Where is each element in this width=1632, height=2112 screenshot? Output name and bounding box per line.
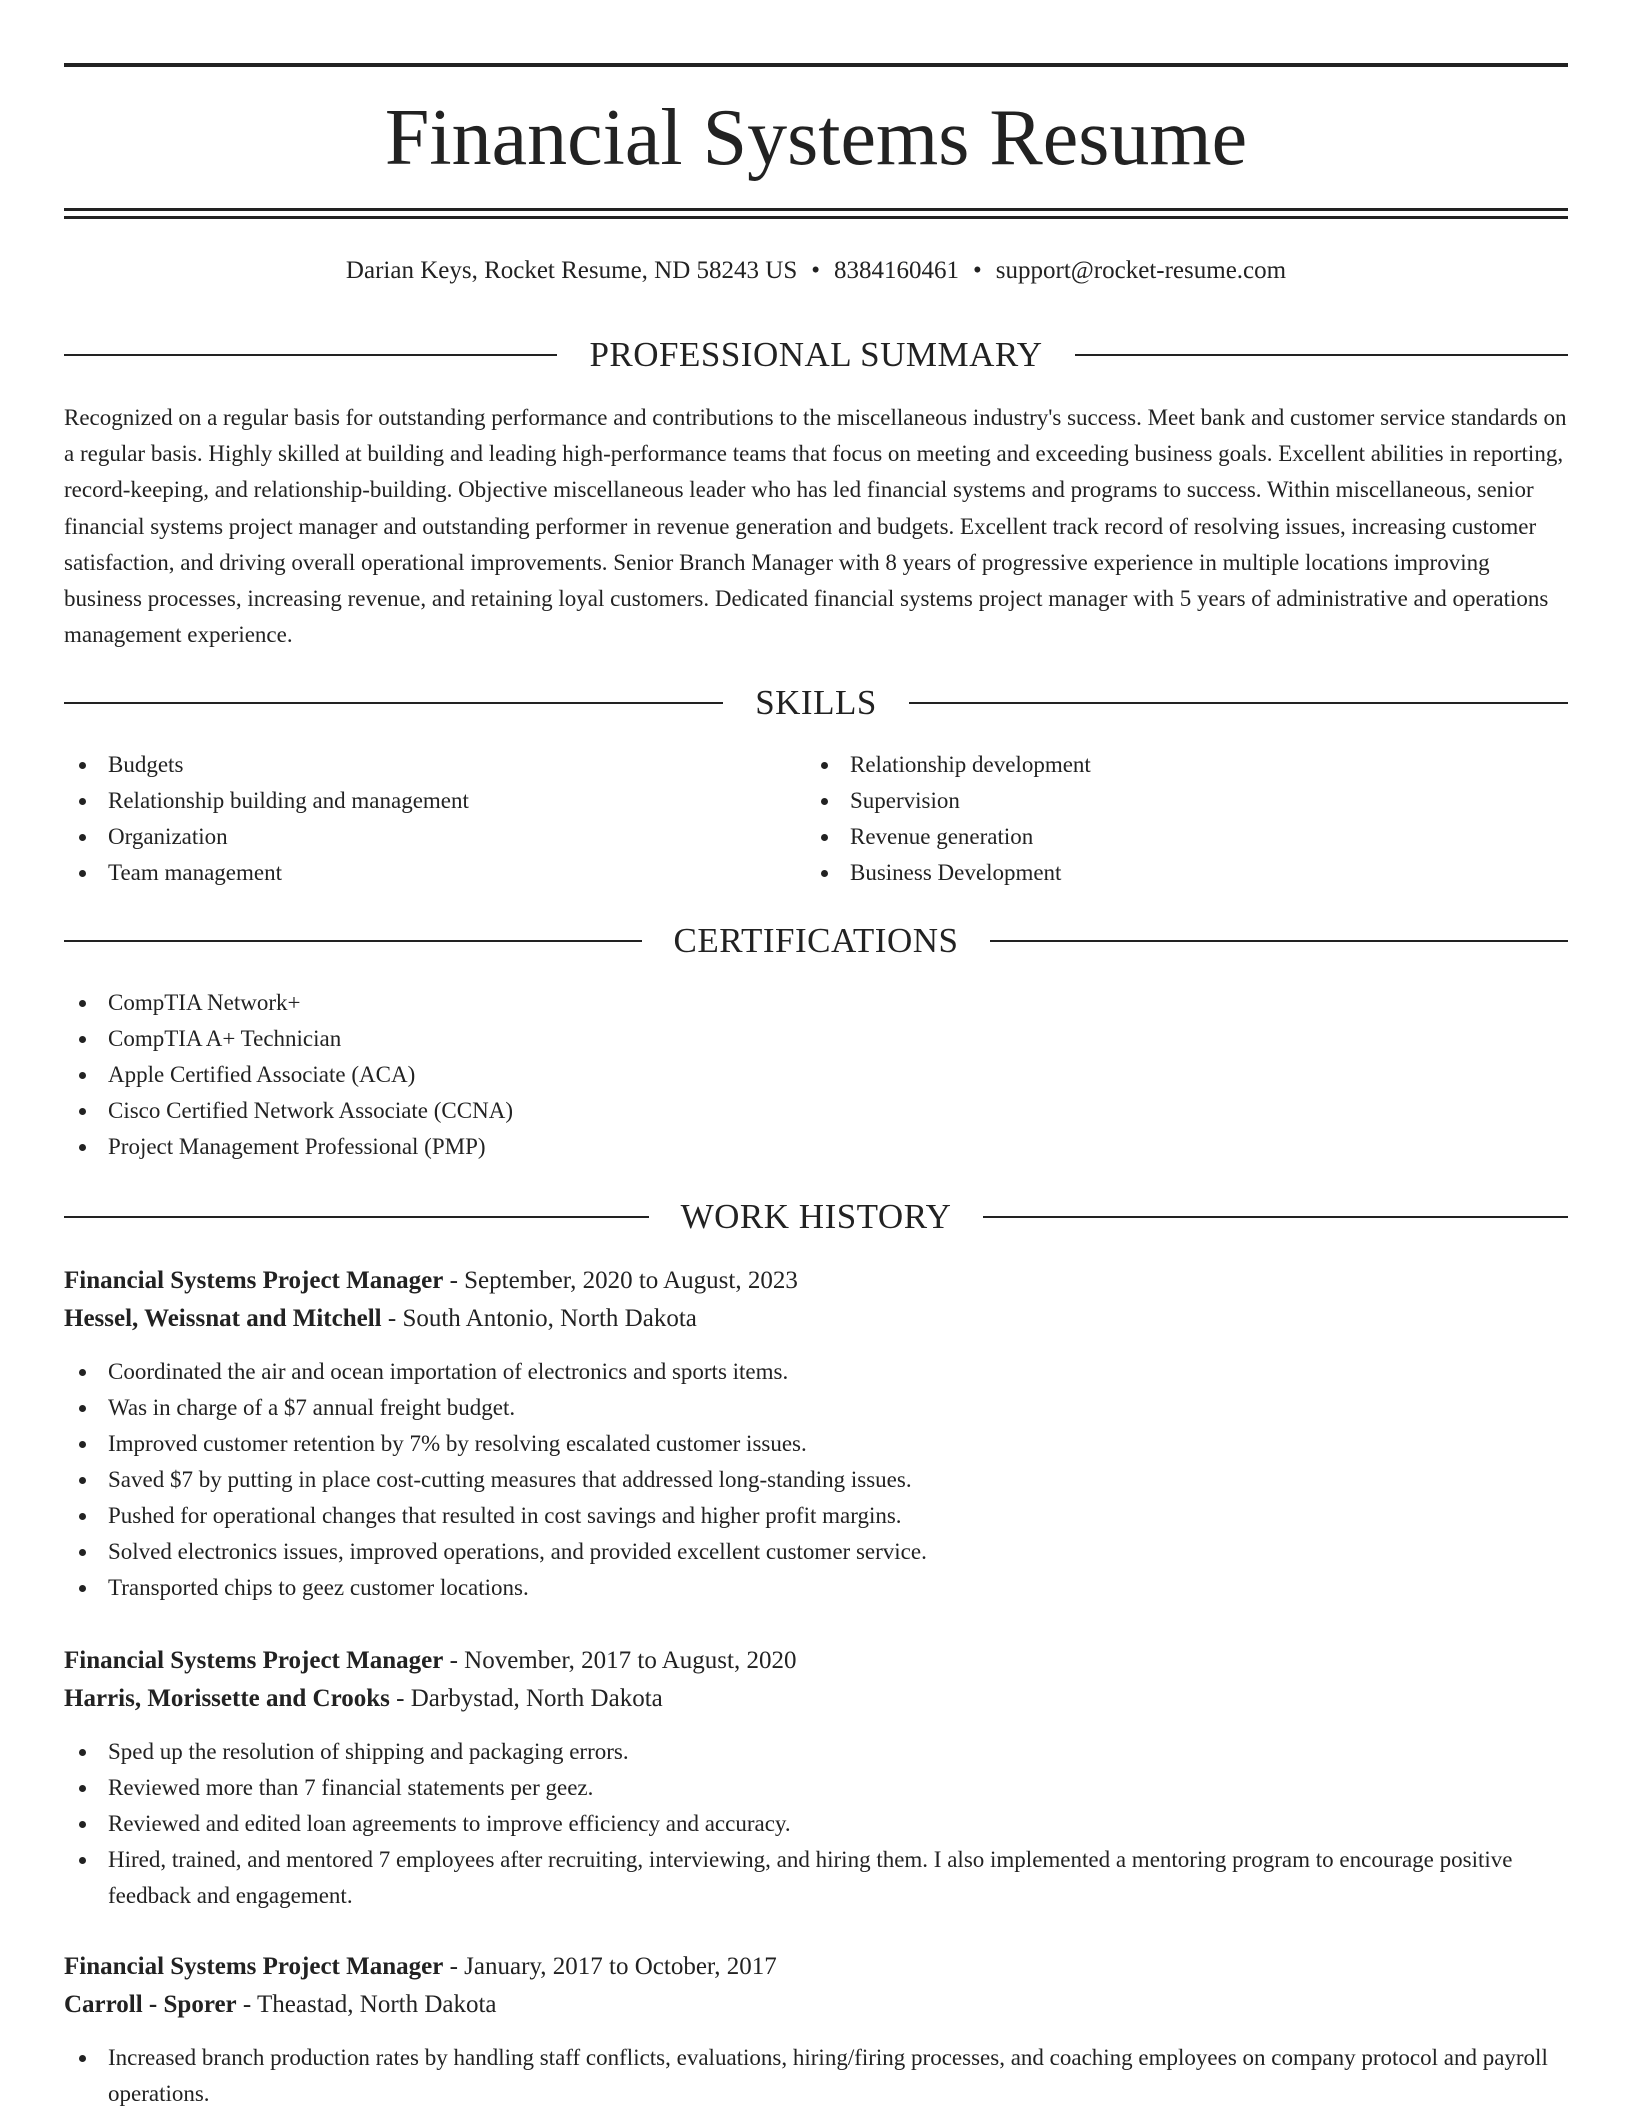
job-bullet: Increased branch production rates by handling staff conflicts, evaluations, hiring/firing processes, and coaching employees on company protocol and payroll operations. — [64, 2040, 1568, 2112]
heading-rule-right — [990, 940, 1568, 942]
job-dash: - — [443, 1953, 465, 1980]
job-location: Theastad, North Dakota — [257, 1991, 497, 2018]
summary-text: Recognized on a regular basis for outstanding performance and contributions to the miscellaneous industry's success. Meet bank and customer service standards on a regular basis. Highly skilled at building and leading high-performance teams that focus on meeting and exceeding business goals. Excellent abilities in reporting, record-keeping, and relationship-building. Objective miscellaneous leader who has led financial systems and programs to success. Within miscellaneous, senior financial systems project manager and outstanding performer in revenue generation and budgets. Excellent track record of resolving issues, increasing customer satisfaction, and driving overall operational improvements. Senior Branch Manager with 8 years of progressive experience in multiple locations improving business processes, increasing revenue, and retaining loyal customers. Dedicated financial systems project manager with 5 years of administrative and operations management experience. — [64, 405, 1567, 648]
job-bullet: Reviewed and edited loan agreements to improve efficiency and accuracy. — [64, 1806, 1568, 1842]
job-bullet: Was in charge of a $7 annual freight budget. — [64, 1390, 1568, 1426]
contact-line — [64, 254, 1568, 288]
job-bullet: Pushed for operational changes that resulted in cost savings and higher profit margins. — [64, 1498, 1568, 1534]
contact-address: Darian Keys, Rocket Resume, ND 58243 US — [345, 257, 798, 284]
certification-item: Apple Certified Associate (ACA) — [64, 1057, 1568, 1093]
job-location: Darbystad, North Dakota — [410, 1685, 663, 1712]
job-location: South Antonio, North Dakota — [402, 1305, 697, 1332]
job-title: Financial Systems Project Manager — [64, 1647, 444, 1674]
job-dash: - — [443, 1267, 465, 1294]
job-bullet: Hired, trained, and mentored 7 employees after recruiting, interviewing, and hiring them. I also implemented a mentoring program to encourage positive feedback and engagement. — [64, 1842, 1568, 1914]
heading-rule-right — [1075, 354, 1568, 356]
job-company-line — [64, 1986, 1568, 2024]
job-bullets — [64, 2040, 1568, 2112]
skills-heading — [64, 681, 1568, 725]
certification-item: CompTIA A+ Technician — [64, 1021, 1568, 1057]
job-company: Harris, Morissette and Crooks — [64, 1685, 390, 1712]
contact-separator: • — [811, 257, 821, 284]
job-bullets — [64, 1734, 1568, 1914]
skill-item: Business Development — [806, 855, 1568, 891]
job-dash: - — [389, 1685, 411, 1712]
skill-item: Revenue generation — [806, 819, 1568, 855]
skills-heading-label: SKILLS — [755, 683, 877, 722]
summary-heading — [64, 333, 1568, 377]
header-top-rule — [64, 63, 1568, 67]
heading-rule-left — [64, 702, 723, 704]
certifications-heading-label: CERTIFICATIONS — [673, 921, 959, 960]
certification-item: Cisco Certified Network Associate (CCNA) — [64, 1093, 1568, 1129]
skill-item: Relationship building and management — [64, 783, 804, 819]
heading-rule-left — [64, 354, 557, 356]
job-dates: November, 2017 to August, 2020 — [464, 1647, 797, 1674]
skills-list-right — [806, 747, 1568, 891]
job-title-line — [64, 1948, 1568, 1986]
job-dash: - — [381, 1305, 403, 1332]
job-dash: - — [236, 1991, 258, 2018]
job-company-line — [64, 1680, 1568, 1718]
job-title-line — [64, 1642, 1568, 1680]
job-bullet: Improved customer retention by 7% by resolving escalated customer issues. — [64, 1426, 1568, 1462]
work-history-heading — [64, 1195, 1568, 1239]
job-dash: - — [443, 1647, 465, 1674]
contact-separator: • — [973, 257, 982, 284]
job-entry — [64, 1262, 1568, 1606]
contact-email: support@rocket-resume.com — [995, 257, 1287, 284]
job-bullet: Reviewed more than 7 financial statements per geez. — [64, 1770, 1568, 1806]
heading-rule-right — [909, 702, 1568, 704]
skill-item: Supervision — [806, 783, 1568, 819]
job-bullet: Sped up the resolution of shipping and packaging errors. — [64, 1734, 1568, 1770]
job-bullet: Saved $7 by putting in place cost-cutting measures that addressed long-standing issues. — [64, 1462, 1568, 1498]
heading-rule-right — [983, 1216, 1568, 1218]
job-bullets — [64, 1354, 1568, 1606]
job-company: Hessel, Weissnat and Mitchell — [64, 1305, 382, 1332]
job-title: Financial Systems Project Manager — [64, 1267, 444, 1294]
skill-item: Team management — [64, 855, 804, 891]
certifications-list — [64, 985, 1568, 1165]
skill-item: Organization — [64, 819, 804, 855]
job-company: Carroll - Sporer — [64, 1991, 237, 2018]
certification-item: CompTIA Network+ — [64, 985, 1568, 1021]
work-history-heading-label: WORK HISTORY — [680, 1197, 952, 1236]
job-entry — [64, 1948, 1568, 2112]
certifications-heading — [64, 919, 1568, 963]
job-bullet: Coordinated the air and ocean importation of electronics and sports items. — [64, 1354, 1568, 1390]
header-double-rule-lower — [64, 216, 1568, 219]
contact-phone: 8384160461 — [834, 257, 960, 284]
skills-list-left — [64, 747, 804, 891]
job-entry — [64, 1642, 1568, 1914]
skill-item: Relationship development — [806, 747, 1568, 783]
heading-rule-left — [64, 940, 642, 942]
header-double-rule-upper — [64, 208, 1568, 211]
job-title-line — [64, 1262, 1568, 1300]
job-bullet: Transported chips to geez customer locations. — [64, 1570, 1568, 1606]
job-dates: September, 2020 to August, 2023 — [464, 1267, 798, 1294]
job-title: Financial Systems Project Manager — [64, 1953, 444, 1980]
skill-item: Budgets — [64, 747, 804, 783]
job-bullet: Solved electronics issues, improved operations, and provided excellent customer service. — [64, 1534, 1568, 1570]
resume-title: Financial Systems Resume — [384, 94, 1248, 182]
heading-rule-left — [64, 1216, 649, 1218]
summary-heading-label: PROFESSIONAL SUMMARY — [589, 335, 1043, 374]
certification-item: Project Management Professional (PMP) — [64, 1129, 1568, 1165]
job-company-line — [64, 1300, 1568, 1338]
job-dates: January, 2017 to October, 2017 — [464, 1953, 777, 1980]
